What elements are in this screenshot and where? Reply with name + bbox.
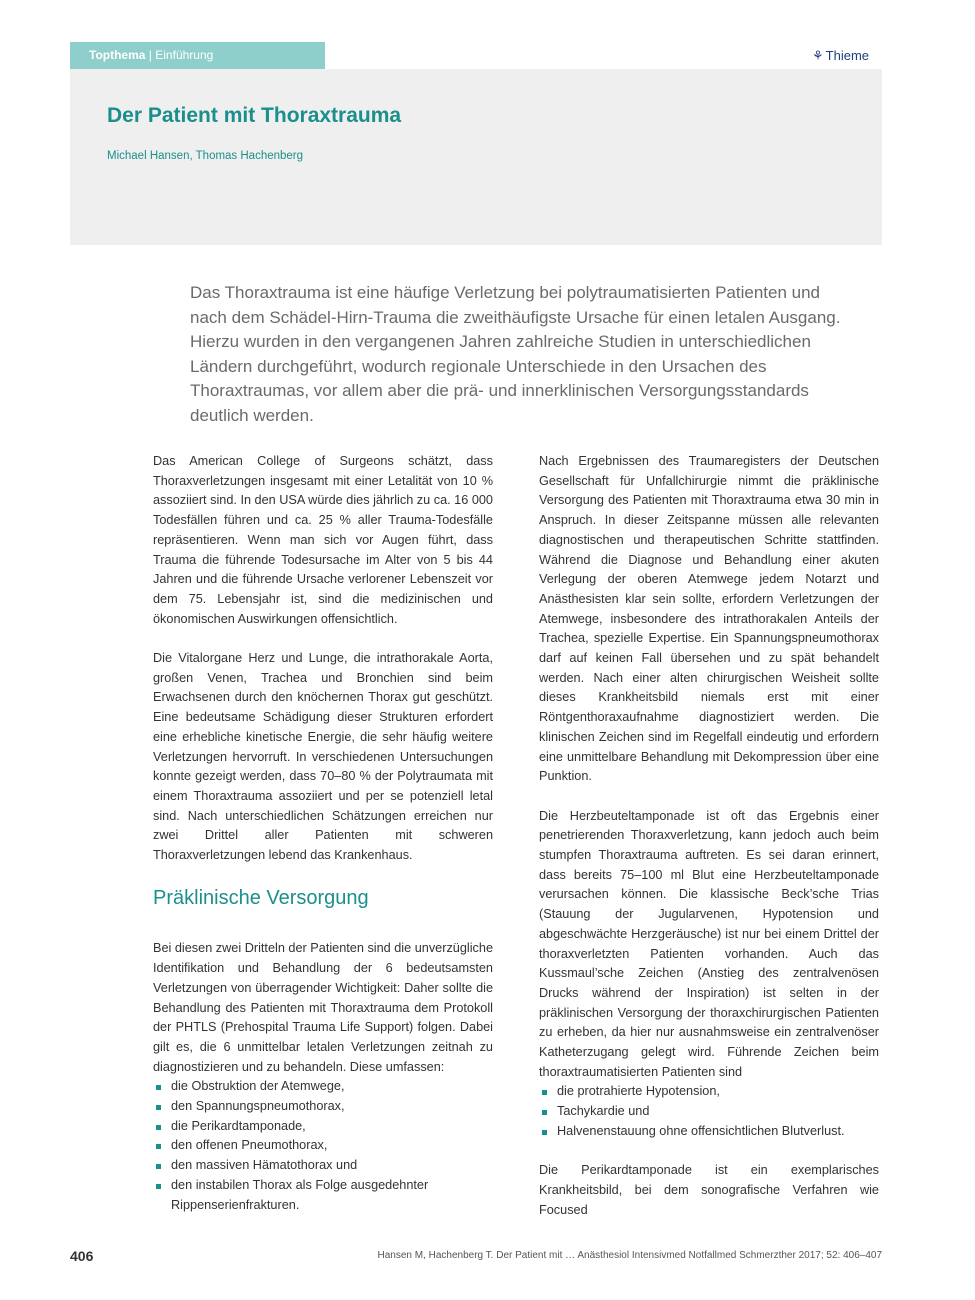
- list-item: Halvenenstauung ohne offensichtlichen Blutverlust.: [539, 1122, 879, 1142]
- article-authors: Michael Hansen, Thomas Hachenberg: [107, 150, 304, 162]
- paragraph: Bei diesen zwei Dritteln der Patienten sind die unverzügliche Identifikation und Behandlung der 6 bedeutsamsten Verletzungen von überragender Wichtigkeit: Daher sollte die Behandlung des Patienten mit Thoraxtrauma dem Protokoll der PHTLS (Prehospital Trauma Life Support) folgen. Dabei gilt es, die 6 unmittelbar letalen Verletzungen zeitnah zu diagnostizieren und zu behandeln. Diese umfassen:: [153, 941, 493, 1074]
- list-item: den offenen Pneumothorax,: [153, 1136, 493, 1156]
- list-item: den instabilen Thorax als Folge ausgedehnter Rippenserienfrakturen.: [153, 1176, 493, 1215]
- subsection-label: Einführung: [155, 48, 214, 62]
- publisher-name: Thieme: [825, 48, 870, 63]
- publisher-logo: [812, 48, 869, 64]
- section-heading: Präklinische Versorgung: [153, 887, 369, 910]
- article-title: Der Patient mit Thoraxtrauma: [107, 104, 402, 127]
- section-separator: |: [148, 48, 152, 62]
- signs-list: [539, 1082, 879, 1141]
- list-item: die Perikardtamponade,: [153, 1117, 493, 1137]
- list-item: den Spannungspneumothorax,: [153, 1097, 493, 1117]
- list-item: die Obstruktion der Atemwege,: [153, 1077, 493, 1097]
- list-item: die protrahierte Hypotension,: [539, 1082, 879, 1102]
- paragraph: Die Herzbeuteltamponade ist oft das Ergebnis einer penetrierenden Thoraxverletzung, kann jedoch auch beim stumpfen Thoraxtrauma auftreten. Es sei daran erinnert, dass bereits 75–100 ml Blut eine Herzbeuteltamponade verursachen können. Die klassische Beck’sche Trias (Stauung der Jugularvenen, Hypotension und abgeschwächte Herzgeräusche) ist nur bei einem Drittel der thoraxverletzten Patienten vorhanden. Auch das Kussmaul’sche Zeichen (Anstieg des zentralvenösen Drucks während der Inspiration) ist selten in der präklinischen Versorgung der thoraxchirurgischen Patienten zu erheben, da hier nur ausnahmsweise ein zentralvenöser Katheterzugang gelegt wird. Führende Zeichen beim thoraxtraumatisierten Patienten sind: [539, 808, 879, 1079]
- list-item: den massiven Hämatothorax und: [153, 1156, 493, 1176]
- citation-footer: Hansen M, Hachenberg T. Der Patient mit … Anästhesiol Intensivmed Notfallmed Schmerzther 2017; 52: 406–407: [377, 1250, 882, 1261]
- right-column: [539, 452, 879, 1240]
- page-number: 406: [70, 1248, 94, 1264]
- injury-list: [153, 1077, 493, 1215]
- paragraph: Nach Ergebnissen des Traumaregisters der Deutschen Gesellschaft für Unfallchirurgie nimmt die präklinische Versorgung des Patienten mit Thoraxtrauma etwa 30 min in Anspruch. In dieser Zeitspanne müssen alle relevanten diagnostischen und therapeutischen Schritte stattfinden. Während die Diagnose und Behandlung einer akuten Verlegung der oberen Atemwege jedem Notarzt und Anästhesisten klar sein sollte, erfordern Verletzungen der Atemwege, insbesondere des intrathorakalen Anteils der Trachea, spezielle Expertise. Ein Spannungspneumothorax darf auf keinen Fall übersehen und zu spät behandelt werden. Nach einer alten chirurgischen Weisheit sollte dieses Krankheitsbild niemals erst mit einer Röntgenthoraxaufnahme diagnostiziert werden. Die klinischen Zeichen sind im Regelfall eindeutig und erfordern eine unmittelbare Behandlung mit Dekompression über eine Punktion.: [539, 454, 879, 784]
- left-column: [153, 452, 493, 1235]
- section-label-bar: [70, 42, 325, 69]
- paragraph: Das American College of Surgeons schätzt, dass Thoraxverletzungen insgesamt mit einer Letalität von 10 % assoziiert sind. In den USA würde dies jährlich zu ca. 16 000 Todesfällen führen und ca. 25 % aller Trauma-Todesfälle repräsentieren. Wenn man sich vor Augen führt, dass Trauma die führende Todesursache im Alter von 5 bis 44 Jahren und die führende Ursache verlorener Lebenszeit vor dem 75. Lebensjahr ist, sind die medizinischen und ökonomischen Auswirkungen offensichtlich.: [153, 454, 493, 626]
- list-item: Tachykardie und: [539, 1102, 879, 1122]
- article-abstract: Das Thoraxtrauma ist eine häufige Verletzung bei polytraumatisierten Patienten und nach dem Schädel-Hirn-Trauma die zweithäufigste Ursache für einen letalen Ausgang. Hierzu wurden in den vergangenen Jahren zahlreiche Studien in unterschiedlichen Ländern durchgeführt, wodurch regionale Unterschiede in den Ursachen des Thoraxtraumas, vor allem aber die prä- und innerklinischen Versorgungsstandards deutlich werden.: [190, 283, 841, 425]
- paragraph: Die Vitalorgane Herz und Lunge, die intrathorakale Aorta, großen Venen, Trachea und Bronchien sind beim Erwachsenen durch den knöchernen Thorax gut geschützt. Eine bedeutsame Schädigung dieser Strukturen erfordert eine erhebliche kinetische Energie, die sehr häufig weitere Verletzungen hervorruft. In verschiedenen Untersuchungen konnte gezeigt werden, dass 70–80 % der Polytraumata mit einem Thoraxtrauma assoziiert und per se potenziell letal sind. Nach unterschiedlichen Schätzungen erreichen nur zwei Drittel aller Patienten mit schweren Thoraxverletzungen lebend das Krankenhaus.: [153, 651, 493, 863]
- thieme-logo-icon: ⚘: [812, 48, 824, 63]
- section-label: Topthema: [89, 48, 146, 62]
- paragraph: Die Perikardtamponade ist ein exemplarisches Krankheitsbild, bei dem sonografische Verfahren wie Focused: [539, 1163, 879, 1217]
